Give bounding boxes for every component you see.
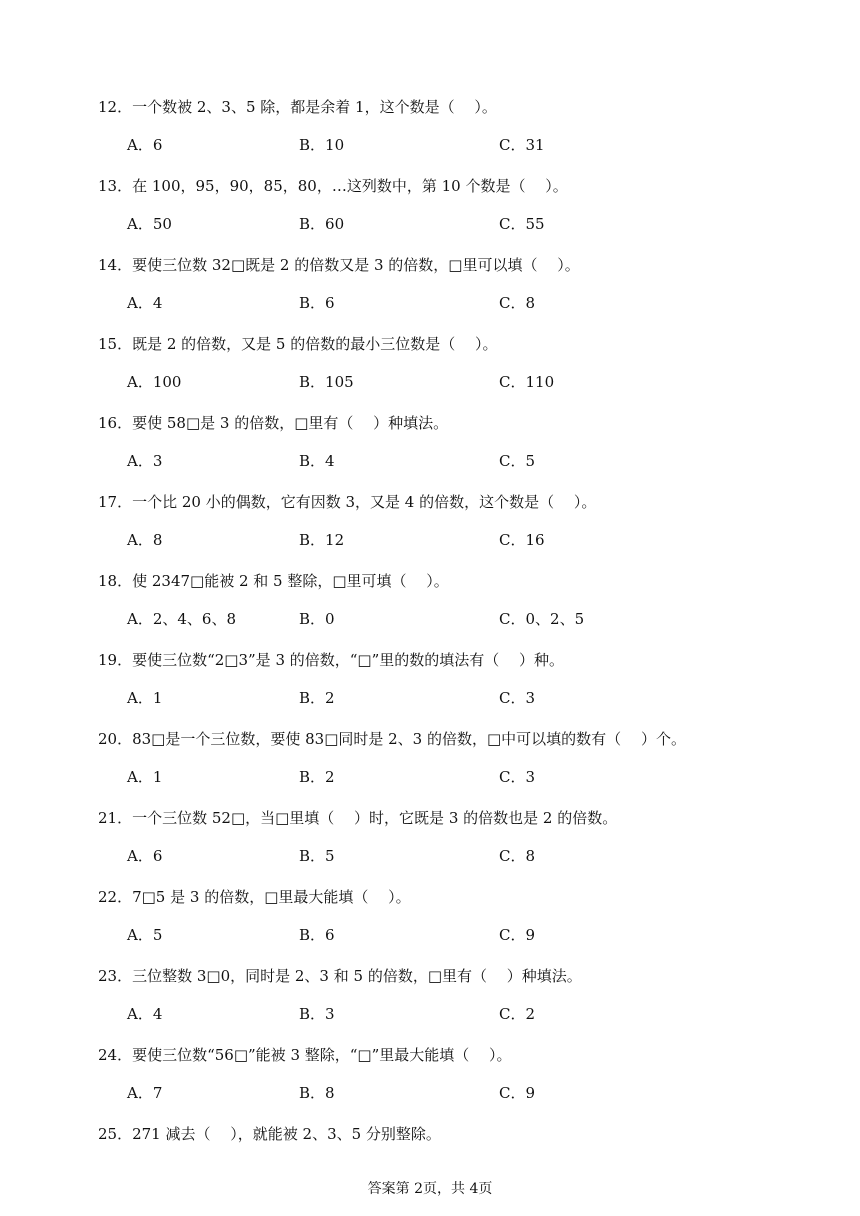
option-b: B．12 bbox=[299, 531, 345, 549]
option-b: B．2 bbox=[299, 768, 335, 786]
question-stem: 23．三位整数 3□0，同时是 2、3 和 5 的倍数，□里有（ ）种填法。 bbox=[98, 967, 582, 985]
option-c: C．8 bbox=[499, 294, 536, 312]
question-18 bbox=[0, 565, 860, 644]
option-b: B．6 bbox=[299, 926, 335, 944]
option-c: C．9 bbox=[499, 926, 536, 944]
option-row bbox=[0, 765, 860, 789]
option-row bbox=[0, 449, 860, 473]
question-19 bbox=[0, 644, 860, 723]
option-row bbox=[0, 923, 860, 947]
question-stem: 15．既是 2 的倍数，又是 5 的倍数的最小三位数是（ ）。 bbox=[98, 335, 498, 353]
option-b: B．2 bbox=[299, 689, 335, 707]
question-stem: 24．要使三位数“56□”能被 3 整除，“□”里最大能填（ ）。 bbox=[98, 1046, 512, 1064]
option-c: C．3 bbox=[499, 768, 536, 786]
option-a: A．8 bbox=[127, 531, 163, 549]
option-a: A．1 bbox=[127, 689, 163, 707]
question-21 bbox=[0, 802, 860, 881]
question-23 bbox=[0, 960, 860, 1039]
option-b: B．3 bbox=[299, 1005, 335, 1023]
option-b: B．105 bbox=[299, 373, 354, 391]
option-b: B．8 bbox=[299, 1084, 335, 1102]
question-stem: 12．一个数被 2、3、5 除，都是余着 1，这个数是（ ）。 bbox=[98, 98, 497, 116]
question-12 bbox=[0, 91, 860, 170]
page-footer: 答案第 2页，共 4页 bbox=[367, 1181, 493, 1197]
option-b: B．5 bbox=[299, 847, 335, 865]
option-c: C．9 bbox=[499, 1084, 536, 1102]
option-row bbox=[0, 1081, 860, 1105]
option-b: B．0 bbox=[299, 610, 335, 628]
question-stem: 17．一个比 20 小的偶数，它有因数 3，又是 4 的倍数，这个数是（ ）。 bbox=[98, 493, 597, 511]
question-22 bbox=[0, 881, 860, 960]
question-20 bbox=[0, 723, 860, 802]
option-row bbox=[0, 844, 860, 868]
question-14 bbox=[0, 249, 860, 328]
option-c: C．16 bbox=[499, 531, 545, 549]
question-stem: 13．在 100，95，90，85，80，…这列数中，第 10 个数是（ ）。 bbox=[98, 177, 568, 195]
option-a: A．6 bbox=[127, 136, 163, 154]
question-17 bbox=[0, 486, 860, 565]
option-a: A．6 bbox=[127, 847, 163, 865]
option-b: B．10 bbox=[299, 136, 345, 154]
question-13 bbox=[0, 170, 860, 249]
option-a: A．100 bbox=[127, 373, 182, 391]
option-row bbox=[0, 686, 860, 710]
question-stem: 20．83□是一个三位数，要使 83□同时是 2、3 的倍数，□中可以填的数有（ ）个。 bbox=[98, 730, 686, 748]
option-a: A．1 bbox=[127, 768, 163, 786]
option-c: C．8 bbox=[499, 847, 536, 865]
option-a: A．3 bbox=[127, 452, 163, 470]
option-row bbox=[0, 370, 860, 394]
option-a: A．7 bbox=[127, 1084, 163, 1102]
option-a: A．50 bbox=[127, 215, 172, 233]
question-stem: 14．要使三位数 32□既是 2 的倍数又是 3 的倍数，□里可以填（ ）。 bbox=[98, 256, 580, 274]
option-c: C．31 bbox=[499, 136, 545, 154]
option-b: B．4 bbox=[299, 452, 335, 470]
option-row bbox=[0, 1002, 860, 1026]
question-stem: 18．使 2347□能被 2 和 5 整除，□里可填（ ）。 bbox=[98, 572, 449, 590]
question-stem: 21．一个三位数 52□，当□里填（ ）时，它既是 3 的倍数也是 2 的倍数。 bbox=[98, 809, 618, 827]
option-a: A．4 bbox=[127, 1005, 163, 1023]
option-a: A．2、4、6、8 bbox=[127, 610, 237, 628]
question-stem: 19．要使三位数“2□3”是 3 的倍数，“□”里的数的填法有（ ）种。 bbox=[98, 651, 565, 669]
option-b: B．60 bbox=[299, 215, 345, 233]
option-row bbox=[0, 291, 860, 315]
option-a: A．4 bbox=[127, 294, 163, 312]
option-c: C．55 bbox=[499, 215, 545, 233]
option-a: A．5 bbox=[127, 926, 163, 944]
option-c: C．110 bbox=[499, 373, 555, 391]
question-stem: 22．7□5 是 3 的倍数，□里最大能填（ ）。 bbox=[98, 888, 411, 906]
question-list bbox=[0, 91, 860, 1197]
option-c: C．3 bbox=[499, 689, 536, 707]
option-row bbox=[0, 528, 860, 552]
question-15 bbox=[0, 328, 860, 407]
question-16 bbox=[0, 407, 860, 486]
question-stem: 25．271 减去（ ），就能被 2、3、5 分别整除。 bbox=[98, 1125, 441, 1143]
option-b: B．6 bbox=[299, 294, 335, 312]
option-c: C．0、2、5 bbox=[499, 610, 585, 628]
option-c: C．2 bbox=[499, 1005, 536, 1023]
question-24 bbox=[0, 1039, 860, 1118]
option-c: C．5 bbox=[499, 452, 536, 470]
option-row bbox=[0, 607, 860, 631]
option-row bbox=[0, 133, 860, 157]
question-stem: 16．要使 58□是 3 的倍数，□里有（ ）种填法。 bbox=[98, 414, 449, 432]
option-row bbox=[0, 212, 860, 236]
